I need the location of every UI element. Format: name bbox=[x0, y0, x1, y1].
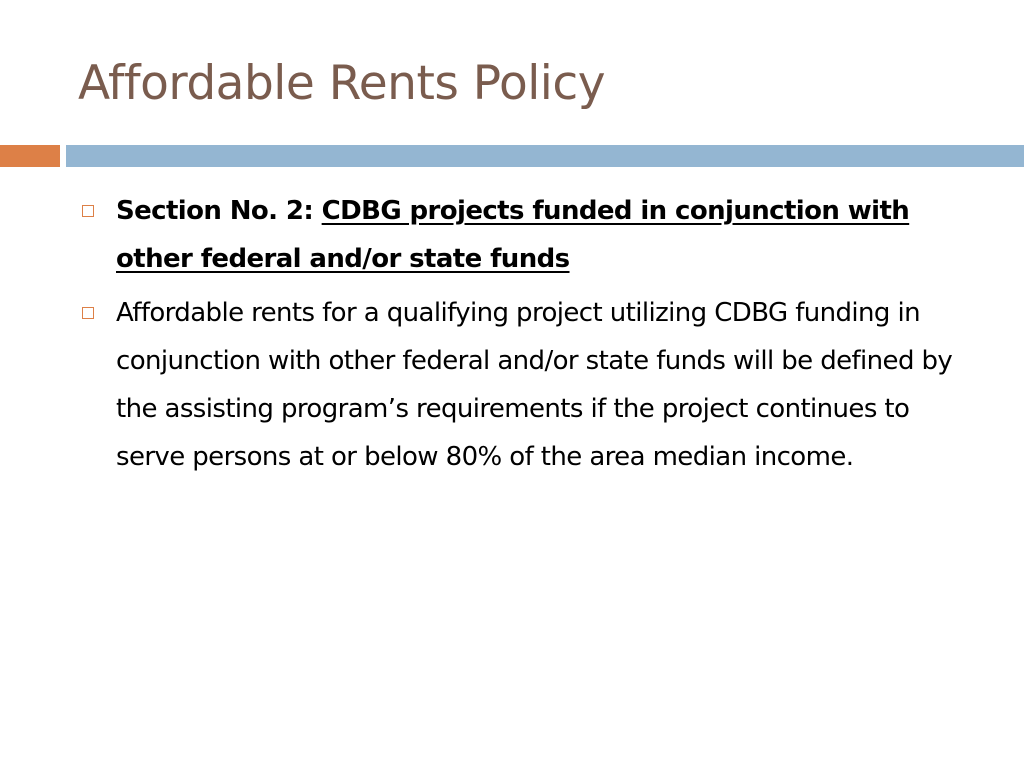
square-bullet-icon bbox=[82, 205, 94, 217]
section-number-label: Section No. 2: bbox=[116, 196, 322, 226]
bullet-policy-text bbox=[78, 289, 978, 481]
policy-text: Affordable rents for a qualifying project utilizing CDBG funding in conjunction with other federal and/or state funds will be defined by the assisting program’s requirements if the project continues to serve persons at or below 80% of the area median income. bbox=[116, 298, 953, 472]
slide-title: Affordable Rents Policy bbox=[78, 56, 606, 111]
accent-bar-orange bbox=[0, 145, 60, 167]
bullet-section-heading bbox=[78, 187, 978, 283]
section-heading-text: CDBG projects funded in conjunction with other federal and/or state funds bbox=[116, 196, 910, 274]
accent-bar-blue bbox=[66, 145, 1024, 167]
slide-content bbox=[78, 187, 978, 487]
square-bullet-icon bbox=[82, 307, 94, 319]
